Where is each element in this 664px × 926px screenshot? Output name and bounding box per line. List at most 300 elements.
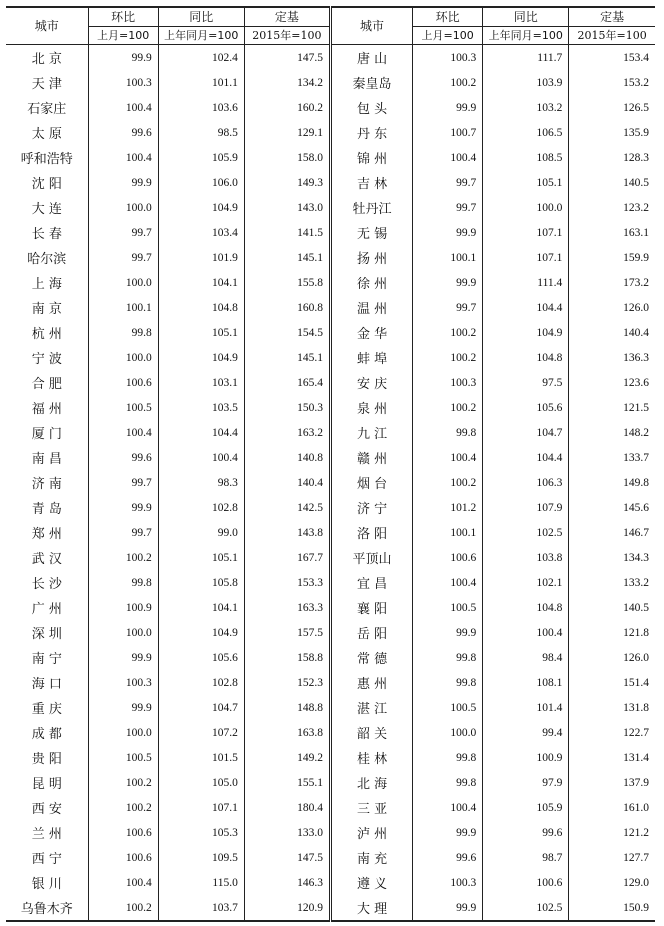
table-row [6,620,655,645]
mom-value-right: 99.8 [413,745,483,770]
table-row [6,295,655,320]
price-index-table [6,6,655,922]
table-row [6,670,655,695]
yoy-value-left: 104.9 [158,620,244,645]
mom-value-left: 99.9 [88,695,158,720]
yoy-value-right: 103.8 [483,545,569,570]
base-value-right: 173.2 [569,270,655,295]
yoy-value-right: 102.1 [483,570,569,595]
base-value-right: 121.8 [569,620,655,645]
yoy-value-left: 105.9 [158,145,244,170]
yoy-value-right: 107.9 [483,495,569,520]
table-row [6,720,655,745]
city-name-left: 福 州 [31,402,62,417]
yoy-value-right: 105.6 [483,395,569,420]
yoy-value-left: 104.1 [158,595,244,620]
city-name-left: 哈尔滨 [27,252,67,267]
mom-value-right: 99.7 [413,295,483,320]
yoy-value-left: 109.5 [158,845,244,870]
mom-value-left: 99.7 [88,520,158,545]
mom-value-left: 99.6 [88,120,158,145]
base-value-left: 145.1 [244,245,330,270]
table-row [6,845,655,870]
base-value-right: 146.7 [569,520,655,545]
city-name-right: 秦皇岛 [330,70,412,95]
city-name-right: 北 海 [330,770,412,795]
base-value-right: 131.4 [569,745,655,770]
mom-value-right: 100.4 [413,795,483,820]
base-value-left: 180.4 [244,795,330,820]
base-value-left: 153.3 [244,570,330,595]
mom-value-left: 100.2 [88,795,158,820]
base-value-left: 154.5 [244,320,330,345]
yoy-value-right: 106.3 [483,470,569,495]
base-value-right: 161.0 [569,795,655,820]
table-row [6,595,655,620]
city-name-left: 西 宁 [31,852,62,867]
city-name-right: 泉 州 [330,395,412,420]
yoy-value-left: 100.4 [158,445,244,470]
city-name-right: 烟 台 [330,470,412,495]
base-value-right: 129.0 [569,870,655,895]
yoy-value-left: 103.7 [158,895,244,921]
yoy-value-right: 111.7 [483,45,569,71]
base-value-left: 155.8 [244,270,330,295]
mom-value-left: 100.3 [88,670,158,695]
city-name-left: 杭 州 [31,327,62,342]
yoy-value-right: 103.9 [483,70,569,95]
table-row [6,220,655,245]
mom-value-left: 99.8 [88,570,158,595]
table-row [6,70,655,95]
base-value-right: 148.2 [569,420,655,445]
mom-value-left: 100.0 [88,345,158,370]
yoy-value-right: 104.4 [483,295,569,320]
table-row [6,645,655,670]
table-row [6,495,655,520]
city-name-right: 锦 州 [330,145,412,170]
table-row [6,370,655,395]
city-name-right: 洛 阳 [330,520,412,545]
yoy-value-left: 105.8 [158,570,244,595]
table-header [6,7,655,45]
base-value-left: 141.5 [244,220,330,245]
base-value-right: 137.9 [569,770,655,795]
yoy-value-right: 100.6 [483,870,569,895]
table-row [6,570,655,595]
base-value-left: 163.3 [244,595,330,620]
city-name-left: 成 都 [31,727,62,742]
base-value-right: 135.9 [569,120,655,145]
header-base-sub-left: 2015年=100 [244,27,330,45]
mom-value-left: 100.0 [88,195,158,220]
base-value-right: 121.5 [569,395,655,420]
city-name-left: 南 宁 [31,652,62,667]
mom-value-left: 100.1 [88,295,158,320]
header-yoy-left: 同比 [158,7,244,27]
city-name-right: 济 宁 [330,495,412,520]
city-name-left: 南 昌 [31,452,62,467]
base-value-left: 158.8 [244,645,330,670]
table-row [6,395,655,420]
yoy-value-left: 102.4 [158,45,244,71]
city-name-left: 青 岛 [31,502,62,517]
price-index-table-container [6,6,655,922]
mom-value-left: 100.4 [88,95,158,120]
yoy-value-left: 105.3 [158,820,244,845]
mom-value-right: 100.4 [413,145,483,170]
mom-value-left: 100.2 [88,545,158,570]
yoy-value-right: 106.5 [483,120,569,145]
yoy-value-left: 105.1 [158,320,244,345]
yoy-value-right: 99.6 [483,820,569,845]
city-name-left: 深 圳 [31,627,62,642]
table-row [6,445,655,470]
city-name-right: 丹 东 [330,120,412,145]
yoy-value-right: 97.5 [483,370,569,395]
base-value-right: 126.0 [569,295,655,320]
yoy-value-left: 105.1 [158,545,244,570]
city-name-right: 蚌 埠 [330,345,412,370]
mom-value-left: 99.6 [88,445,158,470]
city-name-right: 大 理 [330,895,412,921]
city-name-right: 岳 阳 [330,620,412,645]
city-name-left: 石家庄 [27,102,67,117]
base-value-right: 121.2 [569,820,655,845]
base-value-left: 145.1 [244,345,330,370]
base-value-left: 157.5 [244,620,330,645]
yoy-value-right: 100.4 [483,620,569,645]
mom-value-right: 99.7 [413,170,483,195]
city-name-right: 无 锡 [330,220,412,245]
mom-value-left: 100.2 [88,770,158,795]
city-name-right: 宜 昌 [330,570,412,595]
city-name-right: 唐 山 [330,45,412,71]
table-row [6,745,655,770]
mom-value-left: 100.2 [88,895,158,921]
mom-value-left: 100.0 [88,720,158,745]
base-value-left: 142.5 [244,495,330,520]
base-value-right: 123.2 [569,195,655,220]
header-city-left: 城市 [6,7,88,45]
mom-value-right: 99.9 [413,895,483,921]
yoy-value-left: 99.0 [158,520,244,545]
header-yoy-sub-left: 上年同月=100 [158,27,244,45]
base-value-left: 152.3 [244,670,330,695]
mom-value-left: 100.0 [88,620,158,645]
yoy-value-right: 105.9 [483,795,569,820]
city-name-left: 天 津 [31,77,62,92]
city-name-right: 桂 林 [330,745,412,770]
city-name-right: 南 充 [330,845,412,870]
mom-value-left: 100.6 [88,370,158,395]
base-value-left: 167.7 [244,545,330,570]
base-value-right: 149.8 [569,470,655,495]
mom-value-left: 99.9 [88,495,158,520]
city-name-left: 西 安 [31,802,62,817]
base-value-left: 147.5 [244,845,330,870]
base-value-left: 165.4 [244,370,330,395]
mom-value-right: 100.6 [413,545,483,570]
city-name-left: 合 肥 [31,377,62,392]
mom-value-left: 100.6 [88,845,158,870]
yoy-value-left: 104.7 [158,695,244,720]
base-value-right: 127.7 [569,845,655,870]
yoy-value-left: 115.0 [158,870,244,895]
yoy-value-right: 101.4 [483,695,569,720]
yoy-value-left: 107.2 [158,720,244,745]
city-name-right: 吉 林 [330,170,412,195]
mom-value-right: 100.2 [413,470,483,495]
base-value-left: 160.8 [244,295,330,320]
city-name-right: 泸 州 [330,820,412,845]
table-row [6,245,655,270]
yoy-value-left: 102.8 [158,495,244,520]
city-name-right: 金 华 [330,320,412,345]
mom-value-right: 100.3 [413,370,483,395]
yoy-value-right: 104.7 [483,420,569,445]
yoy-value-left: 104.1 [158,270,244,295]
city-name-left: 大 连 [31,202,62,217]
yoy-value-right: 107.1 [483,245,569,270]
city-name-left: 南 京 [31,302,62,317]
yoy-value-left: 98.5 [158,120,244,145]
city-name-right: 遵 义 [330,870,412,895]
mom-value-left: 100.3 [88,70,158,95]
base-value-left: 120.9 [244,895,330,921]
base-value-right: 126.5 [569,95,655,120]
table-row [6,120,655,145]
city-name-right: 平顶山 [330,545,412,570]
city-name-left: 太 原 [31,127,62,142]
table-row [6,795,655,820]
yoy-value-right: 104.8 [483,595,569,620]
city-name-right: 赣 州 [330,445,412,470]
mom-value-right: 99.8 [413,420,483,445]
yoy-value-left: 107.1 [158,795,244,820]
table-row [6,420,655,445]
yoy-value-left: 102.8 [158,670,244,695]
mom-value-right: 100.1 [413,520,483,545]
base-value-left: 133.0 [244,820,330,845]
mom-value-right: 99.8 [413,670,483,695]
base-value-left: 140.8 [244,445,330,470]
mom-value-left: 100.4 [88,420,158,445]
mom-value-right: 99.7 [413,195,483,220]
mom-value-right: 100.2 [413,320,483,345]
mom-value-left: 99.9 [88,170,158,195]
mom-value-right: 100.2 [413,345,483,370]
yoy-value-right: 99.4 [483,720,569,745]
yoy-value-right: 102.5 [483,520,569,545]
city-name-left: 昆 明 [31,777,62,792]
mom-value-left: 100.6 [88,820,158,845]
base-value-right: 134.3 [569,545,655,570]
table-row [6,170,655,195]
city-name-right: 惠 州 [330,670,412,695]
city-name-left: 海 口 [31,677,62,692]
mom-value-left: 99.8 [88,320,158,345]
base-value-left: 129.1 [244,120,330,145]
mom-value-right: 99.9 [413,220,483,245]
base-value-right: 163.1 [569,220,655,245]
city-name-right: 襄 阳 [330,595,412,620]
table-row [6,695,655,720]
mom-value-left: 100.4 [88,145,158,170]
mom-value-right: 99.9 [413,620,483,645]
city-name-left: 呼和浩特 [20,152,73,167]
base-value-right: 133.2 [569,570,655,595]
header-yoy-right: 同比 [483,7,569,27]
yoy-value-left: 101.5 [158,745,244,770]
header-base-right: 定基 [569,7,655,27]
city-name-right: 温 州 [330,295,412,320]
yoy-value-left: 103.6 [158,95,244,120]
city-name-left: 乌鲁木齐 [6,895,88,921]
mom-value-left: 99.7 [88,220,158,245]
base-value-right: 140.4 [569,320,655,345]
base-value-right: 140.5 [569,170,655,195]
table-row [6,45,655,71]
mom-value-left: 99.7 [88,470,158,495]
base-value-left: 147.5 [244,45,330,71]
city-name-right: 包 头 [330,95,412,120]
city-name-left: 宁 波 [31,352,62,367]
mom-value-right: 100.4 [413,570,483,595]
yoy-value-right: 98.7 [483,845,569,870]
base-value-left: 143.8 [244,520,330,545]
city-name-right: 扬 州 [330,245,412,270]
mom-value-right: 100.0 [413,720,483,745]
header-mom-sub-left: 上月=100 [88,27,158,45]
table-row [6,770,655,795]
table-row [6,820,655,845]
mom-value-left: 100.5 [88,395,158,420]
yoy-value-right: 108.5 [483,145,569,170]
yoy-value-right: 107.1 [483,220,569,245]
yoy-value-right: 97.9 [483,770,569,795]
yoy-value-left: 103.4 [158,220,244,245]
city-name-left: 长 沙 [31,577,62,592]
mom-value-right: 100.7 [413,120,483,145]
yoy-value-right: 108.1 [483,670,569,695]
header-mom-right: 环比 [413,7,483,27]
table-row [6,270,655,295]
mom-value-right: 99.6 [413,845,483,870]
base-value-left: 134.2 [244,70,330,95]
table-row [6,320,655,345]
mom-value-right: 99.9 [413,820,483,845]
city-name-left: 重 庆 [31,702,62,717]
mom-value-left: 99.7 [88,245,158,270]
yoy-value-left: 104.9 [158,195,244,220]
city-name-left: 武 汉 [31,552,62,567]
yoy-value-left: 104.9 [158,345,244,370]
base-value-right: 159.9 [569,245,655,270]
yoy-value-right: 104.8 [483,345,569,370]
city-name-left: 长 春 [31,227,62,242]
table-row [6,195,655,220]
mom-value-right: 100.2 [413,70,483,95]
base-value-left: 149.2 [244,745,330,770]
base-value-right: 131.8 [569,695,655,720]
base-value-left: 143.0 [244,195,330,220]
yoy-value-right: 105.1 [483,170,569,195]
city-name-right: 徐 州 [330,270,412,295]
base-value-left: 158.0 [244,145,330,170]
table-row [6,345,655,370]
yoy-value-left: 104.8 [158,295,244,320]
mom-value-right: 99.8 [413,645,483,670]
header-city-right: 城市 [330,7,412,45]
city-name-right: 湛 江 [330,695,412,720]
base-value-right: 123.6 [569,370,655,395]
base-value-right: 153.4 [569,45,655,71]
base-value-left: 163.2 [244,420,330,445]
mom-value-right: 100.3 [413,45,483,71]
mom-value-left: 99.9 [88,645,158,670]
yoy-value-right: 103.2 [483,95,569,120]
base-value-left: 160.2 [244,95,330,120]
base-value-right: 133.7 [569,445,655,470]
city-name-left: 广 州 [31,602,62,617]
base-value-right: 151.4 [569,670,655,695]
yoy-value-left: 105.0 [158,770,244,795]
header-base-left: 定基 [244,7,330,27]
base-value-left: 140.4 [244,470,330,495]
base-value-right: 150.9 [569,895,655,921]
city-name-left: 沈 阳 [31,177,62,192]
base-value-right: 153.2 [569,70,655,95]
mom-value-right: 99.9 [413,270,483,295]
base-value-right: 136.3 [569,345,655,370]
mom-value-left: 100.9 [88,595,158,620]
base-value-right: 122.7 [569,720,655,745]
yoy-value-left: 103.5 [158,395,244,420]
yoy-value-right: 98.4 [483,645,569,670]
city-name-right: 常 德 [330,645,412,670]
base-value-left: 149.3 [244,170,330,195]
mom-value-left: 99.9 [88,45,158,71]
mom-value-right: 99.9 [413,95,483,120]
city-name-left: 上 海 [31,277,62,292]
table-row [6,545,655,570]
yoy-value-left: 106.0 [158,170,244,195]
base-value-right: 145.6 [569,495,655,520]
table-row [6,870,655,895]
mom-value-right: 100.4 [413,445,483,470]
mom-value-right: 100.5 [413,695,483,720]
yoy-value-left: 104.4 [158,420,244,445]
yoy-value-left: 98.3 [158,470,244,495]
yoy-value-left: 103.1 [158,370,244,395]
mom-value-right: 100.1 [413,245,483,270]
yoy-value-right: 102.5 [483,895,569,921]
base-value-left: 163.8 [244,720,330,745]
city-name-left: 贵 阳 [31,752,62,767]
header-yoy-sub-right: 上年同月=100 [483,27,569,45]
city-name-right: 牡丹江 [330,195,412,220]
mom-value-left: 100.0 [88,270,158,295]
mom-value-right: 100.3 [413,870,483,895]
yoy-value-right: 104.9 [483,320,569,345]
yoy-value-left: 101.1 [158,70,244,95]
mom-value-right: 100.2 [413,395,483,420]
mom-value-right: 101.2 [413,495,483,520]
mom-value-left: 100.4 [88,870,158,895]
mom-value-left: 100.5 [88,745,158,770]
city-name-right: 安 庆 [330,370,412,395]
